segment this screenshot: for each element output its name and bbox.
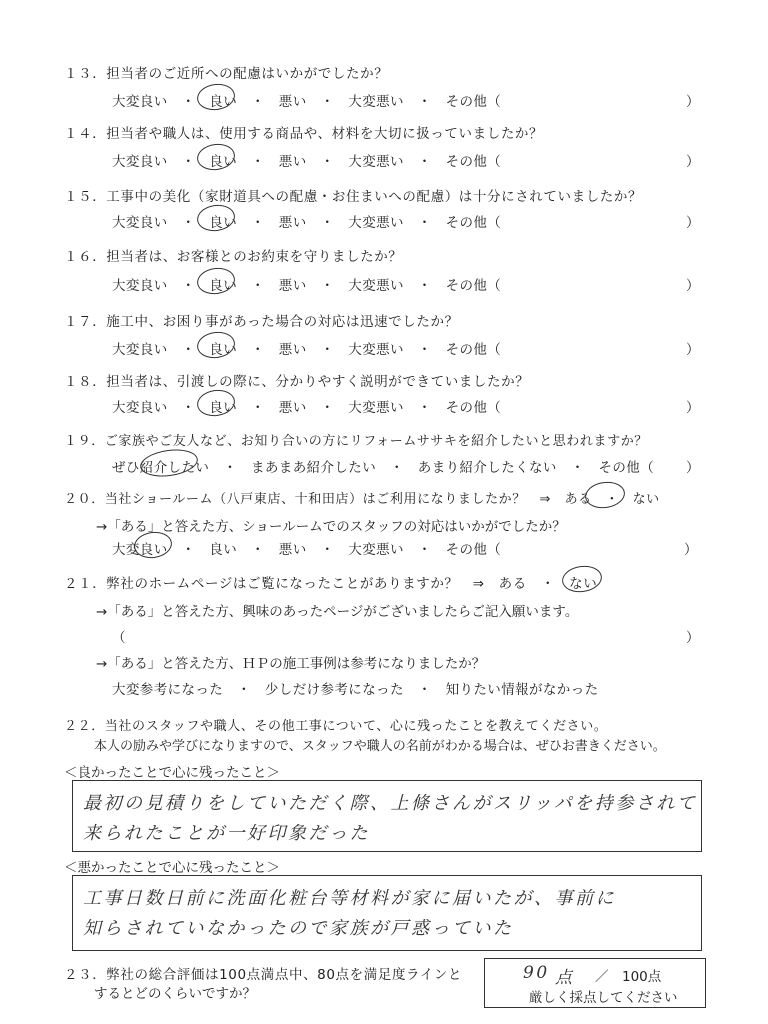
question-text: １６．担当者は、お客様とのお約束を守りましたか？ — [64, 249, 403, 265]
question-text-line-1: ２３．弊社の総合評価は100点満点中、80点を満足度ラインと — [64, 967, 463, 983]
question-text[interactable]: ２１．弊社のホームページはご覧になったことがありますか？ ⇒ ある ・ ない — [64, 576, 598, 592]
question-text: ２２．当社のスタッフや職人、その他工事について、心に残ったことを教えてください。 — [64, 719, 608, 734]
answer-options[interactable]: 大変良い ・ 良い ・ 悪い ・ 大変悪い ・ その他（ — [112, 215, 502, 231]
good-section-label: ＜良かったことで心に残ったこと＞ — [64, 765, 280, 781]
paren-close: ） — [684, 542, 698, 558]
answer-options[interactable]: 大変良い ・ 良い ・ 悪い ・ 大変悪い ・ その他（ — [112, 542, 502, 558]
question-text: １５．工事中の美化（家財道具への配慮・お住まいへの配慮）は十分にされていましたか？ — [64, 189, 643, 205]
paren-close: ） — [686, 342, 700, 358]
paren-close: ） — [686, 278, 700, 294]
answer-options[interactable]: 大変良い ・ 良い ・ 悪い ・ 大変悪い ・ その他（ — [112, 400, 502, 416]
good-comment-line: 来られたことが一好印象だった — [83, 823, 370, 844]
paren-close: ） — [686, 460, 700, 476]
bad-section-label: ＜悪かったことで心に残ったこと＞ — [64, 860, 280, 876]
paren-close: ） — [686, 154, 700, 170]
question-text[interactable]: ２０．当社ショールーム（八戸東店、十和田店）はご利用になりましたか？ ⇒ ある ・ ない — [64, 492, 660, 507]
bad-comment-line: 知らされていなかったので家族が戸惑っていた — [83, 918, 514, 939]
paren-close: ） — [686, 215, 700, 231]
answer-options[interactable]: 大変良い ・ 良い ・ 悪い ・ 大変悪い ・ その他（ — [112, 94, 502, 110]
question-text-line-2: するとどのくらいですか？ — [94, 986, 256, 1002]
score-note: 厳しく採点してください — [529, 990, 678, 1006]
question-text: １９．ご家族やご友人など、お知り合いの方にリフォームササキを紹介したいと思われますか？ — [64, 434, 648, 449]
question-note: 本人の励みや学びになりますので、スタッフや職人の名前がわかる場合は、ぜひお書きください。 — [94, 739, 666, 754]
answer-options[interactable]: 大変良い ・ 良い ・ 悪い ・ 大変悪い ・ その他（ — [112, 154, 502, 170]
question-text: １７．施工中、お困り事があった場合の対応は迅速でしたか？ — [64, 314, 459, 330]
bad-comment-box[interactable] — [72, 875, 702, 951]
sub-question-1: →「ある」と答えた方、興味のあったページがございましたらご記入願います。 — [96, 604, 579, 620]
good-comment-line: 最初の見積りをしていただく際、上條さんがスリッパを持参されて — [83, 793, 698, 814]
paren-close: ） — [686, 94, 700, 110]
bad-comment-line: 工事日数日前に洗面化粧台等材料が家に届いたが、事前に — [83, 888, 616, 909]
good-comment-box[interactable] — [72, 780, 702, 852]
score-max: ／ 100点 — [595, 969, 662, 985]
paren-close: ） — [686, 630, 700, 646]
paren-close: ） — [686, 400, 700, 416]
question-text: １８．担当者は、引渡しの際に、分かりやすく説明ができていましたか？ — [64, 374, 530, 390]
score-unit: 点 — [555, 968, 575, 988]
question-text: １３．担当者のご近所への配慮はいかがでしたか？ — [64, 66, 389, 82]
sub-question: →「ある」と答えた方、ショールームでのスタッフの対応はいかがでしたか？ — [96, 519, 566, 535]
answer-options[interactable]: 大変良い ・ 良い ・ 悪い ・ 大変悪い ・ その他（ — [112, 278, 502, 294]
answer-options[interactable]: 大変参考になった ・ 少しだけ参考になった ・ 知りたい情報がなかった — [112, 682, 599, 698]
sub-question-2: →「ある」と答えた方、ＨＰの施工事例は参考になりましたか？ — [96, 656, 486, 672]
question-text: １４．担当者や職人は、使用する商品や、材料を大切に扱っていましたか？ — [64, 126, 544, 142]
answer-options[interactable]: ぜひ紹介したい ・ まあまあ紹介したい ・ あまり紹介したくない ・ その他（ — [112, 460, 655, 476]
score-box[interactable] — [484, 958, 706, 1008]
score-value: 90 — [523, 963, 550, 983]
answer-options[interactable]: 大変良い ・ 良い ・ 悪い ・ 大変悪い ・ その他（ — [112, 342, 502, 358]
paren-open: （ — [112, 630, 126, 646]
